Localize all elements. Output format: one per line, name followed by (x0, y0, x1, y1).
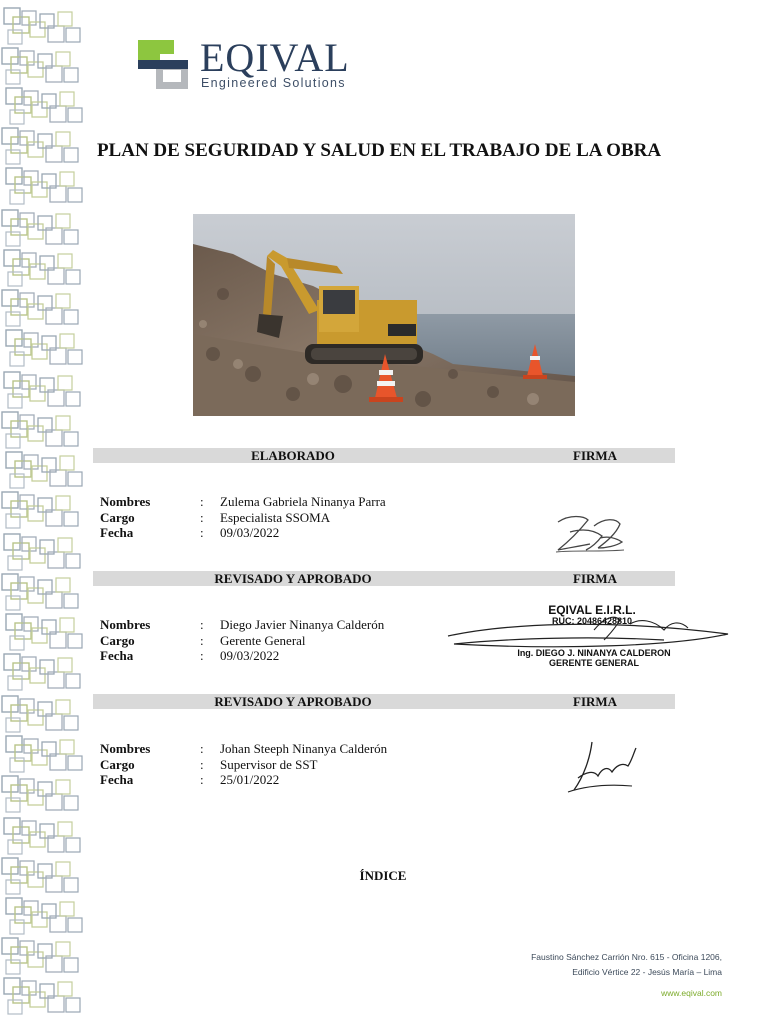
signer-info-revisado-1 (100, 617, 430, 664)
signature-zulema (550, 508, 628, 556)
stamp-line-name: Ing. DIEGO J. NINANYA CALDERON (517, 648, 671, 658)
section-header-revisado-1 (93, 571, 675, 586)
separator: : (200, 525, 204, 540)
logo-mark-icon (138, 40, 190, 90)
footer-address-line2: Edificio Vértice 22 - Jesús María – Lima (572, 967, 722, 977)
nombres-label: Nombres (100, 741, 151, 756)
company-stamp-signature (444, 600, 734, 674)
nombres-value: Zulema Gabriela Ninanya Parra (220, 494, 386, 509)
section-header-label: REVISADO Y APROBADO (214, 571, 372, 586)
fecha-value: 09/03/2022 (220, 648, 280, 663)
signature-johan (562, 738, 640, 796)
cargo-value: Especialista SSOMA (220, 509, 331, 525)
cargo-label: Cargo (100, 632, 135, 648)
logo-tagline: Engineered Solutions (201, 76, 346, 90)
section-header-elaborado (93, 448, 675, 463)
company-logo (138, 35, 378, 94)
section-header-label: ELABORADO (251, 448, 335, 463)
nombres-value: Diego Javier Ninanya Calderón (220, 617, 385, 632)
separator: : (200, 772, 204, 787)
firma-header-label: FIRMA (573, 571, 618, 586)
stamp-line-ruc: RUC: 20486428810 (551, 616, 633, 626)
fecha-label: Fecha (100, 525, 134, 540)
stamp-line-company: EQIVAL E.I.R.L. (548, 603, 636, 617)
footer-address (531, 950, 722, 980)
separator: : (200, 632, 204, 648)
cargo-value: Supervisor de SST (220, 756, 318, 772)
signer-info-elaborado (100, 494, 430, 541)
separator: : (200, 494, 204, 509)
fecha-value: 09/03/2022 (220, 525, 280, 540)
logo-wordmark: EQIVAL (200, 35, 350, 80)
separator: : (200, 648, 204, 663)
separator: : (200, 509, 204, 525)
fecha-label: Fecha (100, 772, 134, 787)
cargo-label: Cargo (100, 509, 135, 525)
nombres-label: Nombres (100, 617, 151, 632)
separator: : (200, 756, 204, 772)
stamp-line-title: GERENTE GENERAL (548, 658, 639, 668)
decorative-border (0, 0, 88, 1024)
cargo-value: Gerente General (220, 632, 306, 648)
section-header-revisado-2 (93, 694, 675, 709)
nombres-value: Johan Steeph Ninanya Calderón (220, 741, 388, 756)
footer-address-line1: Faustino Sánchez Carrión Nro. 615 - Oficina 1206, (531, 952, 722, 962)
separator: : (200, 617, 204, 632)
document-title: PLAN DE SEGURIDAD Y SALUD EN EL TRABAJO DE LA OBRA (96, 140, 662, 161)
nombres-label: Nombres (100, 494, 151, 509)
construction-site-photo (193, 214, 575, 416)
fecha-label: Fecha (100, 648, 134, 663)
fecha-value: 25/01/2022 (220, 772, 280, 787)
firma-header-label: FIRMA (573, 694, 618, 709)
signer-info-revisado-2 (100, 741, 430, 788)
footer-website-link[interactable]: www.eqival.com (661, 988, 722, 998)
index-title: ÍNDICE (359, 868, 407, 883)
separator: : (200, 741, 204, 756)
cargo-label: Cargo (100, 756, 135, 772)
firma-header-label: FIRMA (573, 448, 618, 463)
section-header-label: REVISADO Y APROBADO (214, 694, 372, 709)
